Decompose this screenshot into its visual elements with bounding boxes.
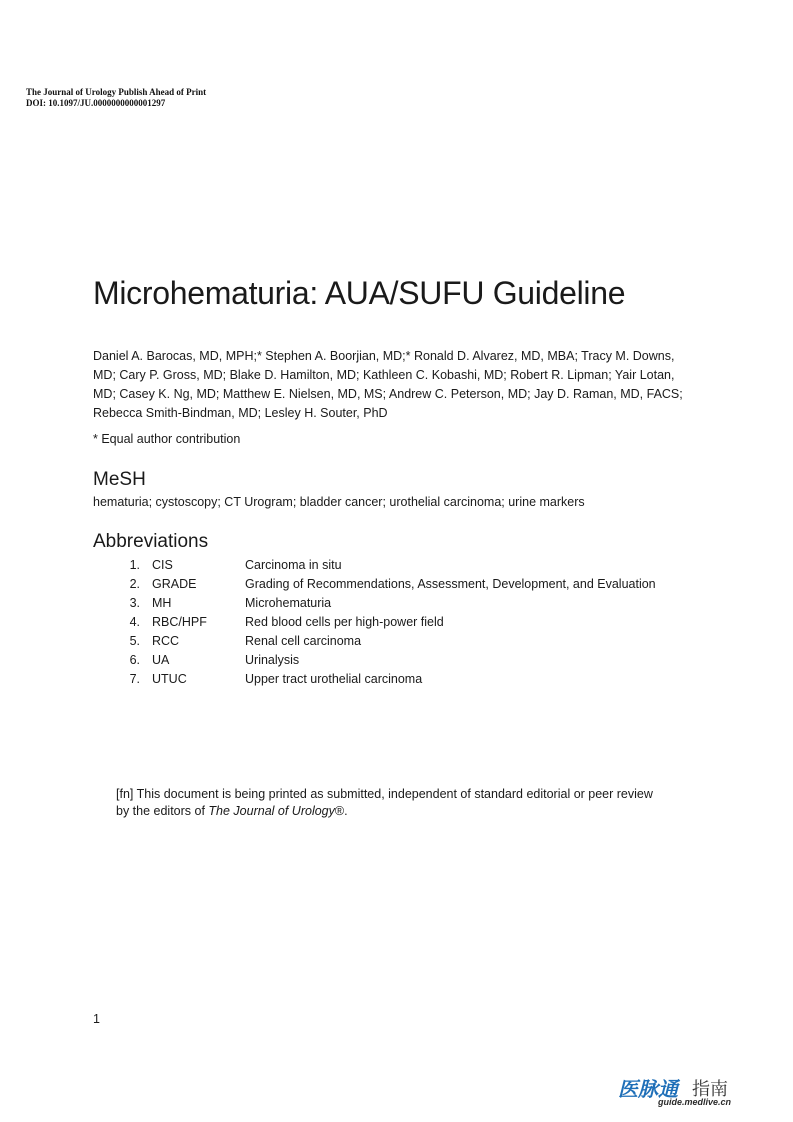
equal-contribution-note: * Equal author contribution (93, 432, 241, 446)
abbreviation-row (93, 575, 656, 594)
journal-title: The Journal of Urology (208, 804, 335, 818)
author-line: MD; Casey K. Ng, MD; Matthew E. Nielsen, MD, MS; Andrew C. Peterson, MD; Jay D. Raman, MD, FACS; (93, 387, 683, 401)
author-line: Rebecca Smith-Bindman, MD; Lesley H. Souter, PhD (93, 406, 388, 420)
logo-url: guide.medlive.cn (658, 1097, 732, 1107)
footnote (116, 786, 716, 820)
journal-name: The Journal of Urology Publish Ahead of Print (26, 87, 207, 97)
footnote-line (116, 803, 716, 820)
abbreviation-number: 5. (129, 634, 140, 648)
abbreviation-code: GRADE (152, 577, 197, 591)
author-line: Daniel A. Barocas, MD, MPH;* Stephen A. Boorjian, MD;* Ronald D. Alvarez, MD, MBA; Tracy M. Downs, (93, 349, 675, 363)
abbreviation-row (93, 613, 656, 632)
abbreviation-definition: Carcinoma in situ (245, 558, 342, 572)
mesh-heading: MeSH (93, 469, 146, 490)
footnote-prefix: by the editors of (116, 804, 209, 818)
abbreviation-number: 1. (129, 558, 140, 572)
abbreviation-row (93, 651, 656, 670)
abbreviation-code: UA (152, 653, 170, 667)
brand-name: 医脉通 (618, 1079, 678, 1101)
footnote-suffix: ®. (334, 804, 348, 818)
page-number: 1 (93, 1012, 100, 1026)
abbreviation-number: 4. (129, 615, 140, 629)
abbreviations-heading: Abbreviations (93, 531, 209, 552)
author-list (93, 347, 703, 423)
medlive-logo (618, 1073, 748, 1115)
abbreviation-code: UTUC (152, 672, 187, 686)
author-line: MD; Cary P. Gross, MD; Blake D. Hamilton, MD; Kathleen C. Kobashi, MD; Robert R. Lipman; Yair Lotan, (93, 368, 675, 382)
abbreviation-number: 3. (129, 596, 140, 610)
abbreviation-definition: Urinalysis (245, 653, 300, 667)
abbreviation-definition: Microhematuria (245, 596, 332, 610)
mesh-terms: hematuria; cystoscopy; CT Urogram; bladder cancer; urothelial carcinoma; urine markers (93, 495, 585, 509)
footnote-line: [fn] This document is being printed as submitted, independent of standard editorial or peer review (116, 787, 653, 801)
abbreviation-row (93, 632, 656, 651)
abbreviations-list (93, 556, 656, 689)
abbreviation-code: RCC (152, 634, 180, 648)
abbreviation-definition: Grading of Recommendations, Assessment, Development, and Evaluation (245, 577, 656, 591)
abbreviation-number: 6. (129, 653, 140, 667)
abbreviation-number: 7. (129, 672, 140, 686)
abbreviation-code: RBC/HPF (152, 615, 207, 629)
abbreviation-code: MH (152, 596, 172, 610)
abbreviation-definition: Renal cell carcinoma (245, 634, 362, 648)
abbreviation-row (93, 556, 656, 575)
abbreviation-number: 2. (129, 577, 140, 591)
abbreviation-definition: Red blood cells per high-power field (245, 615, 444, 629)
journal-header (26, 87, 206, 109)
abbreviation-row (93, 670, 656, 689)
abbreviation-row (93, 594, 656, 613)
section-name: 指南 (692, 1079, 728, 1099)
page-title: Microhematuria: AUA/SUFU Guideline (93, 275, 626, 311)
abbreviation-definition: Upper tract urothelial carcinoma (245, 672, 423, 686)
doi: DOI: 10.1097/JU.0000000000001297 (26, 98, 166, 108)
abbreviation-code: CIS (152, 558, 173, 572)
